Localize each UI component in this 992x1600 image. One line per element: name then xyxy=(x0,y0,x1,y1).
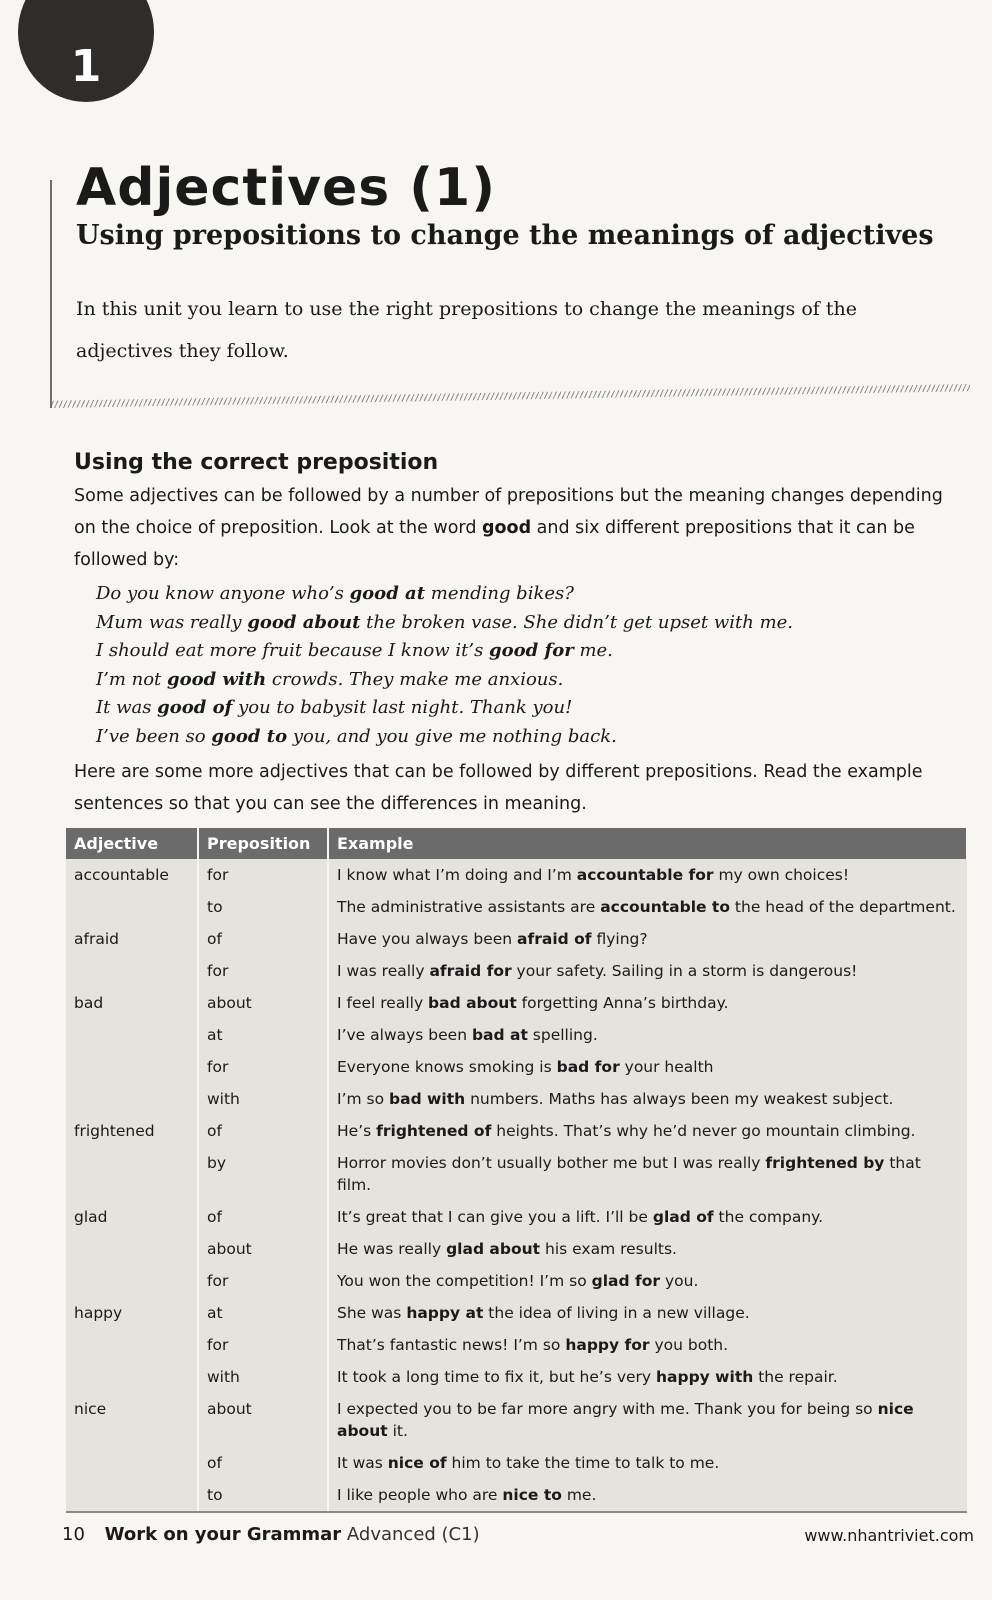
example-bold: good of xyxy=(157,697,233,718)
example-text: me. xyxy=(573,640,613,661)
example-bold: accountable for xyxy=(576,866,714,884)
example-text: crowds. They make me anxious. xyxy=(266,668,564,690)
example-bold: afraid of xyxy=(517,930,592,948)
example-sentence xyxy=(96,609,956,638)
example-bold: good with xyxy=(167,668,267,690)
example-text: That’s fantastic news! I’m so xyxy=(337,1336,566,1354)
para1-bold-word: good xyxy=(482,518,532,538)
cell-example xyxy=(328,1447,967,1479)
cell-preposition: of xyxy=(198,1115,328,1147)
example-text: I should eat more fruit because I know it’s xyxy=(96,640,490,661)
cell-example xyxy=(328,1329,967,1361)
page-footer xyxy=(62,1524,974,1552)
cell-adjective xyxy=(66,1147,198,1201)
example-text: I know what I’m doing and I’m xyxy=(337,866,577,884)
cell-example xyxy=(328,891,967,923)
example-bold: nice of xyxy=(387,1454,447,1472)
example-bold: bad at xyxy=(471,1026,528,1044)
cell-preposition: by xyxy=(198,1147,328,1201)
example-text: mending bikes? xyxy=(425,583,574,604)
cell-adjective: happy xyxy=(66,1297,198,1329)
table-row xyxy=(66,1479,967,1512)
table-row xyxy=(66,923,967,955)
cell-adjective xyxy=(66,955,198,987)
cell-preposition: about xyxy=(198,987,328,1019)
example-bold: good to xyxy=(211,725,288,747)
cell-preposition: for xyxy=(198,1329,328,1361)
cell-example xyxy=(328,1361,967,1393)
example-text: me. xyxy=(561,1486,597,1504)
cell-example xyxy=(328,1393,967,1447)
cell-example xyxy=(328,987,967,1019)
cell-preposition: with xyxy=(198,1083,328,1115)
cell-example xyxy=(328,859,967,891)
example-text: the head of the department. xyxy=(730,898,956,916)
cell-adjective xyxy=(66,1233,198,1265)
cell-preposition: with xyxy=(198,1361,328,1393)
table-row xyxy=(66,1393,967,1447)
cell-example xyxy=(328,1083,967,1115)
unit-number-badge xyxy=(18,0,154,102)
table-row xyxy=(66,1083,967,1115)
cell-preposition: for xyxy=(198,955,328,987)
example-text: Mum was really xyxy=(96,611,248,633)
example-text: He was really xyxy=(337,1240,447,1258)
example-bold: happy for xyxy=(565,1336,650,1354)
example-sentences xyxy=(96,580,956,751)
cell-example xyxy=(328,1479,967,1512)
cell-preposition: at xyxy=(198,1019,328,1051)
page-subtitle: Using prepositions to change the meanings of adjectives xyxy=(76,220,934,251)
cell-preposition: for xyxy=(198,1265,328,1297)
cell-adjective: bad xyxy=(66,987,198,1019)
cell-preposition: of xyxy=(198,1201,328,1233)
example-bold: accountable to xyxy=(600,898,730,916)
example-text: flying? xyxy=(591,930,648,948)
example-text: I’ve been so xyxy=(96,725,212,747)
example-text: The administrative assistants are xyxy=(337,898,601,916)
unit-intro: In this unit you learn to use the right prepositions to change the meanings of the adjectives they follow. xyxy=(76,298,857,362)
column-header-adjective: Adjective xyxy=(66,828,198,859)
table-row xyxy=(66,955,967,987)
example-text: Everyone knows smoking is xyxy=(337,1058,557,1076)
cell-adjective: nice xyxy=(66,1393,198,1447)
example-text: you to babysit last night. Thank you! xyxy=(232,697,573,718)
cell-example xyxy=(328,1265,967,1297)
example-text: him to take the time to talk to me. xyxy=(446,1454,720,1472)
example-sentence xyxy=(96,666,956,695)
table-row xyxy=(66,1297,967,1329)
cell-example xyxy=(328,955,967,987)
book-title: Work on your Grammar xyxy=(104,1524,342,1545)
cell-adjective xyxy=(66,1361,198,1393)
example-bold: happy with xyxy=(656,1368,754,1386)
example-text: He’s xyxy=(337,1122,377,1140)
example-text: you. xyxy=(660,1272,699,1290)
table-row xyxy=(66,1447,967,1479)
table-row xyxy=(66,1051,967,1083)
cell-preposition: for xyxy=(198,859,328,891)
example-bold: frightened by xyxy=(765,1154,885,1172)
cell-preposition: at xyxy=(198,1297,328,1329)
cell-example xyxy=(328,1297,967,1329)
example-text: I like people who are xyxy=(337,1486,503,1504)
section-heading: Using the correct preposition xyxy=(74,450,439,475)
example-text: it. xyxy=(387,1422,408,1440)
example-text: I’m not xyxy=(96,668,168,690)
table-row xyxy=(66,1019,967,1051)
cell-example xyxy=(328,1019,967,1051)
column-header-preposition: Preposition xyxy=(198,828,328,859)
example-text: the company. xyxy=(713,1208,824,1226)
cell-example xyxy=(328,1051,967,1083)
cell-adjective xyxy=(66,1265,198,1297)
example-text: I expected you to be far more angry with me. Thank you for being so xyxy=(337,1400,878,1418)
example-text: the idea of living in a new village. xyxy=(483,1304,750,1322)
unit-number: 1 xyxy=(70,41,102,92)
example-text: Do you know anyone who’s xyxy=(96,583,350,604)
example-bold: nice to xyxy=(502,1486,562,1504)
example-bold: bad about xyxy=(428,994,517,1012)
example-bold: bad with xyxy=(389,1090,466,1108)
cell-adjective xyxy=(66,1019,198,1051)
cell-example xyxy=(328,1147,967,1201)
cell-preposition: for xyxy=(198,1051,328,1083)
example-text: She was xyxy=(337,1304,407,1322)
example-text: you, and you give me nothing back. xyxy=(287,725,617,747)
cell-adjective xyxy=(66,891,198,923)
para1-text-after: and six different prepositions that it can be followed by: xyxy=(74,518,915,570)
example-text: You won the competition! I’m so xyxy=(337,1272,592,1290)
section-paragraph-2: Here are some more adjectives that can be followed by different prepositions. Read the example sentences so that you can see the differences in meaning. xyxy=(74,762,923,814)
cell-adjective xyxy=(66,1479,198,1512)
book-level: Advanced (C1) xyxy=(346,1524,480,1545)
example-bold: afraid for xyxy=(429,962,512,980)
table-row xyxy=(66,1329,967,1361)
example-bold: good for xyxy=(489,640,574,661)
example-bold: good about xyxy=(247,611,361,633)
cell-adjective: glad xyxy=(66,1201,198,1233)
example-bold: nice about xyxy=(337,1400,914,1440)
example-text: I was really xyxy=(337,962,430,980)
cell-preposition: about xyxy=(198,1393,328,1447)
website-link[interactable]: www.nhantriviet.com xyxy=(804,1526,974,1545)
cell-adjective xyxy=(66,1051,198,1083)
cell-preposition: of xyxy=(198,923,328,955)
example-text: the broken vase. She didn’t get upset with me. xyxy=(360,611,794,633)
example-text: Have you always been xyxy=(337,930,518,948)
table-row xyxy=(66,891,967,923)
example-text: heights. That’s why he’d never go mountain climbing. xyxy=(491,1122,916,1140)
section-paragraph-1 xyxy=(74,480,954,576)
example-sentence xyxy=(96,637,956,666)
table-row xyxy=(66,1361,967,1393)
table-row xyxy=(66,1201,967,1233)
cell-example xyxy=(328,1233,967,1265)
example-text: that film. xyxy=(337,1154,921,1194)
example-text: his exam results. xyxy=(540,1240,677,1258)
example-text: your health xyxy=(619,1058,714,1076)
cell-example xyxy=(328,1201,967,1233)
page-title: Adjectives (1) xyxy=(76,158,496,218)
page-number: 10 xyxy=(62,1524,85,1545)
example-text: I’m so xyxy=(337,1090,390,1108)
cell-adjective: afraid xyxy=(66,923,198,955)
cell-adjective xyxy=(66,1329,198,1361)
example-bold: frightened of xyxy=(376,1122,492,1140)
table-row xyxy=(66,987,967,1019)
table-row xyxy=(66,1265,967,1297)
adjective-preposition-table xyxy=(66,828,968,1513)
table-row xyxy=(66,1233,967,1265)
example-text: spelling. xyxy=(527,1026,598,1044)
example-text: forgetting Anna’s birthday. xyxy=(516,994,729,1012)
cell-preposition: to xyxy=(198,1479,328,1512)
example-bold: glad for xyxy=(591,1272,661,1290)
example-bold: glad of xyxy=(652,1208,714,1226)
example-bold: glad about xyxy=(446,1240,541,1258)
example-text: It took a long time to fix it, but he’s very xyxy=(337,1368,656,1386)
cell-example xyxy=(328,1115,967,1147)
example-bold: good at xyxy=(349,583,426,604)
example-text: the repair. xyxy=(753,1368,838,1386)
table-body xyxy=(66,859,967,1512)
cell-adjective: accountable xyxy=(66,859,198,891)
example-text: I’ve always been xyxy=(337,1026,472,1044)
example-text: It was xyxy=(96,697,158,718)
example-text: I feel really xyxy=(337,994,429,1012)
example-bold: bad for xyxy=(556,1058,620,1076)
cell-preposition: of xyxy=(198,1447,328,1479)
cell-preposition: to xyxy=(198,891,328,923)
column-header-example: Example xyxy=(328,828,967,859)
cell-adjective xyxy=(66,1083,198,1115)
cell-adjective xyxy=(66,1447,198,1479)
example-text: It’s great that I can give you a lift. I’ll be xyxy=(337,1208,653,1226)
example-text: numbers. Maths has always been my weakest subject. xyxy=(465,1090,894,1108)
example-sentence xyxy=(96,723,956,752)
example-sentence xyxy=(96,580,956,609)
example-text: my own choices! xyxy=(713,866,850,884)
table-header-row xyxy=(66,828,967,859)
example-sentence xyxy=(96,694,956,723)
cell-preposition: about xyxy=(198,1233,328,1265)
table-row xyxy=(66,859,967,891)
example-bold: happy at xyxy=(406,1304,484,1322)
example-text: Horror movies don’t usually bother me but I was really xyxy=(337,1154,766,1172)
example-text: you both. xyxy=(649,1336,729,1354)
para1-text-before: Some adjectives can be followed by a number of prepositions but the meaning changes depending on the choice of preposition. Look at the word xyxy=(74,486,943,538)
table-row xyxy=(66,1147,967,1201)
cell-example xyxy=(328,923,967,955)
example-text: your safety. Sailing in a storm is dangerous! xyxy=(511,962,858,980)
example-text: It was xyxy=(337,1454,388,1472)
cell-adjective: frightened xyxy=(66,1115,198,1147)
table-row xyxy=(66,1115,967,1147)
